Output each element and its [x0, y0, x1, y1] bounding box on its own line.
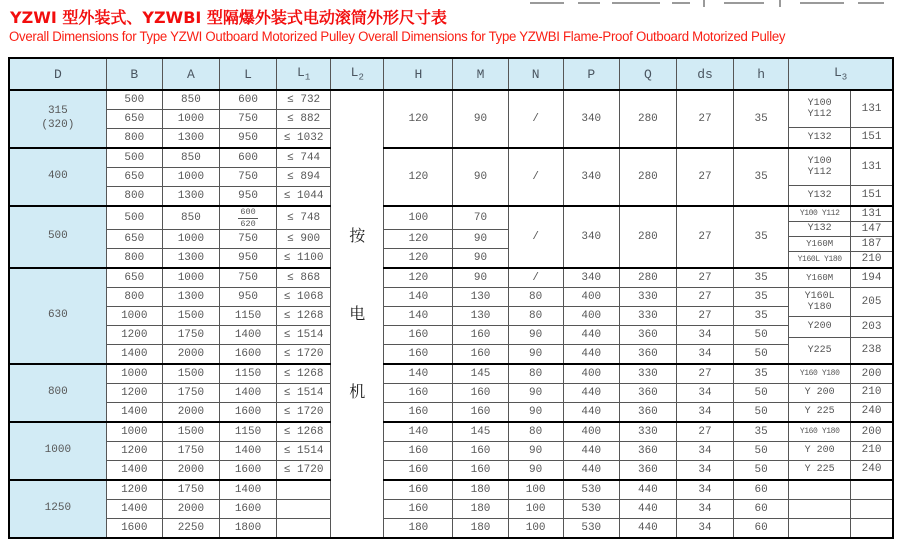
- c-630-4-b: 1400: [106, 345, 162, 365]
- col-L2: $L_2$: [331, 58, 384, 90]
- c-800-0-q: 330: [619, 364, 676, 384]
- c-1000-0-n: 80: [508, 422, 563, 442]
- c-630-2-l: 1150: [219, 307, 276, 326]
- c-630-1-l1: ≤ 1068: [277, 288, 331, 307]
- c-800-1-a: 1750: [162, 384, 219, 403]
- c-400-1-l: 750: [219, 168, 276, 187]
- c-630-2-hh: 35: [734, 307, 789, 326]
- c-315-2-l1: ≤ 1032: [277, 129, 331, 149]
- c-500-1-m: 90: [453, 230, 508, 249]
- c-1250-1-a: 2000: [162, 500, 219, 519]
- c-1250-0-q: 440: [619, 480, 676, 500]
- col-h: h: [734, 58, 789, 90]
- c-800-1-m: 160: [453, 384, 508, 403]
- c-1250-0-h: 160: [384, 480, 453, 500]
- c-315-1-l: 750: [219, 110, 276, 129]
- c-800-0-b: 1000: [106, 364, 162, 384]
- c-500-0-l: $\frac{600}{620}$: [219, 206, 276, 230]
- c-800-1-h: 160: [384, 384, 453, 403]
- c-630-3-ds: 34: [676, 326, 733, 345]
- c-315-ds: 27: [676, 90, 733, 148]
- c-800-2-hh: 50: [734, 403, 789, 423]
- c-630-2-b: 1000: [106, 307, 162, 326]
- c-1000-2-a: 2000: [162, 461, 219, 481]
- c-400-2-b: 800: [106, 187, 162, 207]
- c-400-2-l: 950: [219, 187, 276, 207]
- c-1000-1-l1: ≤ 1514: [277, 442, 331, 461]
- c-1000-0-ds: 27: [676, 422, 733, 442]
- c-1000-0-b: 1000: [106, 422, 162, 442]
- col-D: D: [9, 58, 106, 90]
- c-315-0-l1: ≤ 732: [277, 90, 331, 110]
- c-800-0-l1: ≤ 1268: [277, 364, 331, 384]
- c-630-2-h: 140: [384, 307, 453, 326]
- c-1000-2-m: 160: [453, 461, 508, 481]
- d-500: 500: [9, 206, 106, 268]
- col-H: H: [384, 58, 453, 90]
- c-1000-1-h: 160: [384, 442, 453, 461]
- c-630-0-l: 750: [219, 268, 276, 288]
- c-1000-1-hh: 50: [734, 442, 789, 461]
- c-800-0-n: 80: [508, 364, 563, 384]
- c-630-4-m: 160: [453, 345, 508, 365]
- c-800-2-q: 360: [619, 403, 676, 423]
- c-800-1-b: 1200: [106, 384, 162, 403]
- table-row: [9, 206, 893, 230]
- page-title: YZWI 型外装式、YZWBI 型隔爆外装式电动滚筒外形尺寸表: [10, 8, 447, 27]
- c-800-2-m: 160: [453, 403, 508, 423]
- c-1000-1-m: 160: [453, 442, 508, 461]
- c-1250-1-l: 1600: [219, 500, 276, 519]
- c-630-3-m: 160: [453, 326, 508, 345]
- table-row: [9, 345, 893, 365]
- table-row: [9, 461, 893, 481]
- c-400-2-a: 1300: [162, 187, 219, 207]
- d-1250: 1250: [9, 480, 106, 538]
- c-500-1-b: 650: [106, 230, 162, 249]
- c-400-0-l1: ≤ 744: [277, 148, 331, 168]
- c-630-2-a: 1500: [162, 307, 219, 326]
- c-315-0-b: 500: [106, 90, 162, 110]
- c-630-3-a: 1750: [162, 326, 219, 345]
- c-500-1-a: 1000: [162, 230, 219, 249]
- l3-630: Y160M 194 Y160L Y180 205 Y200 203 Y225 238: [789, 268, 893, 364]
- c-400-0-b: 500: [106, 148, 162, 168]
- c-1000-0-h: 140: [384, 422, 453, 442]
- c-400-1-l1: ≤ 894: [277, 168, 331, 187]
- c-630-0-a: 1000: [162, 268, 219, 288]
- c-630-4-ds: 34: [676, 345, 733, 365]
- c-800-0-hh: 35: [734, 364, 789, 384]
- table-row: [9, 268, 893, 288]
- d-630: 630: [9, 268, 106, 364]
- table-row: [9, 288, 893, 307]
- c-1000-2-b: 1400: [106, 461, 162, 481]
- c-1000-0-hh: 35: [734, 422, 789, 442]
- c-1000-0-m: 145: [453, 422, 508, 442]
- c-800-1-ds: 34: [676, 384, 733, 403]
- c-630-4-l1: ≤ 1720: [277, 345, 331, 365]
- c-500-2-m: 90: [453, 249, 508, 269]
- d-400: 400: [9, 148, 106, 206]
- c-1000-0-p: 400: [563, 422, 619, 442]
- d-1000: 1000: [9, 422, 106, 480]
- c-400-n: /: [508, 148, 563, 206]
- c-630-2-p: 400: [563, 307, 619, 326]
- c-1250-1-hh: 60: [734, 500, 789, 519]
- c-315-0-l: 600: [219, 90, 276, 110]
- c-1000-1-ds: 34: [676, 442, 733, 461]
- c-315-p: 340: [563, 90, 619, 148]
- c-1250-2-b: 1600: [106, 519, 162, 539]
- c-800-0-ds: 27: [676, 364, 733, 384]
- l3-500: Y100 Y112 131 Y132 147 Y160M 187 Y160L Y180 210: [789, 206, 893, 268]
- c-800-0-a: 1500: [162, 364, 219, 384]
- c-1250-2-ds: 34: [676, 519, 733, 539]
- c-800-0-m: 145: [453, 364, 508, 384]
- c-1250-2-m: 180: [453, 519, 508, 539]
- c-630-0-l1: ≤ 868: [277, 268, 331, 288]
- c-630-1-hh: 35: [734, 288, 789, 307]
- table-row: [9, 384, 893, 403]
- c-1250-0-ds: 34: [676, 480, 733, 500]
- c-630-2-m: 130: [453, 307, 508, 326]
- col-P: P: [563, 58, 619, 90]
- d-315: 315 (320): [9, 90, 106, 148]
- l3-400: Y100 Y112 131 Y132 151: [789, 148, 893, 206]
- c-315-h: 120: [384, 90, 453, 148]
- c-1000-0-a: 1500: [162, 422, 219, 442]
- c-630-4-n: 90: [508, 345, 563, 365]
- c-800-1-n: 90: [508, 384, 563, 403]
- c-630-2-n: 80: [508, 307, 563, 326]
- c-630-3-n: 90: [508, 326, 563, 345]
- c-500-0-m: 70: [453, 206, 508, 230]
- c-500-0-h: 100: [384, 206, 453, 230]
- c-800-0-p: 400: [563, 364, 619, 384]
- col-Q: Q: [619, 58, 676, 90]
- c-630-4-p: 440: [563, 345, 619, 365]
- c-630-3-h: 160: [384, 326, 453, 345]
- c-1000-0-l1: ≤ 1268: [277, 422, 331, 442]
- c-630-1-m: 130: [453, 288, 508, 307]
- c-1250-0-n: 100: [508, 480, 563, 500]
- table-header: [9, 58, 893, 90]
- c-400-q: 280: [619, 148, 676, 206]
- c-400-m: 90: [453, 148, 508, 206]
- c-800-0-l: 1150: [219, 364, 276, 384]
- c-500-0-l1: ≤ 748: [277, 206, 331, 230]
- c-315-hh: 35: [734, 90, 789, 148]
- c-500-1-h: 120: [384, 230, 453, 249]
- c-800-2-l1: ≤ 1720: [277, 403, 331, 423]
- table-row: [9, 422, 893, 442]
- c-315-2-a: 1300: [162, 129, 219, 149]
- c-800-2-l: 1600: [219, 403, 276, 423]
- c-1000-2-l: 1600: [219, 461, 276, 481]
- c-1250-0-m: 180: [453, 480, 508, 500]
- c-500-q: 280: [619, 206, 676, 268]
- c-1000-2-p: 440: [563, 461, 619, 481]
- table-row: [9, 307, 893, 326]
- c-630-4-h: 160: [384, 345, 453, 365]
- col-L: L: [219, 58, 276, 90]
- c-1250-2-h: 180: [384, 519, 453, 539]
- table-row: [9, 500, 893, 519]
- c-1250-1-q: 440: [619, 500, 676, 519]
- c-630-1-p: 400: [563, 288, 619, 307]
- col-M: M: [453, 58, 508, 90]
- c-630-0-p: 340: [563, 268, 619, 288]
- c-315-q: 280: [619, 90, 676, 148]
- c-400-p: 340: [563, 148, 619, 206]
- table-row: [9, 480, 893, 500]
- c-315-2-b: 800: [106, 129, 162, 149]
- table-row: [9, 326, 893, 345]
- c-630-0-b: 650: [106, 268, 162, 288]
- c-800-2-b: 1400: [106, 403, 162, 423]
- col-B: B: [106, 58, 162, 90]
- c-630-3-l: 1400: [219, 326, 276, 345]
- table-row: [9, 519, 893, 539]
- c-1250-2-n: 100: [508, 519, 563, 539]
- c-500-p: 340: [563, 206, 619, 268]
- table-row: [9, 442, 893, 461]
- c-400-1-b: 650: [106, 168, 162, 187]
- c-1000-1-n: 90: [508, 442, 563, 461]
- c-315-1-a: 1000: [162, 110, 219, 129]
- c-500-2-l1: ≤ 1100: [277, 249, 331, 269]
- c-630-3-p: 440: [563, 326, 619, 345]
- c-630-0-h: 120: [384, 268, 453, 288]
- c-630-4-l: 1600: [219, 345, 276, 365]
- c-1000-0-l: 1150: [219, 422, 276, 442]
- c-800-2-ds: 34: [676, 403, 733, 423]
- c-630-2-ds: 27: [676, 307, 733, 326]
- c-630-0-hh: 35: [734, 268, 789, 288]
- c-400-ds: 27: [676, 148, 733, 206]
- c-630-1-b: 800: [106, 288, 162, 307]
- c-1250-1-p: 530: [563, 500, 619, 519]
- c-400-h: 120: [384, 148, 453, 206]
- c-1250-0-l: 1400: [219, 480, 276, 500]
- c-1000-1-l: 1400: [219, 442, 276, 461]
- c-1250-0-l1: [277, 480, 331, 500]
- c-400-hh: 35: [734, 148, 789, 206]
- c-1000-2-hh: 50: [734, 461, 789, 481]
- c-1000-0-q: 330: [619, 422, 676, 442]
- l3-1000: Y160 Y180 200 Y 200 210 Y 225 240: [789, 422, 893, 480]
- c-1250-1-b: 1400: [106, 500, 162, 519]
- c-630-3-q: 360: [619, 326, 676, 345]
- c-630-0-ds: 27: [676, 268, 733, 288]
- c-1250-2-l1: [277, 519, 331, 539]
- c-800-1-q: 360: [619, 384, 676, 403]
- c-630-1-h: 140: [384, 288, 453, 307]
- c-800-2-h: 160: [384, 403, 453, 423]
- c-500-2-a: 1300: [162, 249, 219, 269]
- table-row: [9, 364, 893, 384]
- c-500-2-b: 800: [106, 249, 162, 269]
- c-630-0-q: 280: [619, 268, 676, 288]
- c-1250-0-hh: 60: [734, 480, 789, 500]
- c-1250-2-q: 440: [619, 519, 676, 539]
- c-800-1-l1: ≤ 1514: [277, 384, 331, 403]
- c-630-3-b: 1200: [106, 326, 162, 345]
- table-row: [9, 403, 893, 423]
- c-400-1-a: 1000: [162, 168, 219, 187]
- c-1250-0-a: 1750: [162, 480, 219, 500]
- c-400-2-l1: ≤ 1044: [277, 187, 331, 207]
- c-1000-1-q: 360: [619, 442, 676, 461]
- table-row: [9, 148, 893, 168]
- c-1250-2-hh: 60: [734, 519, 789, 539]
- c-630-1-q: 330: [619, 288, 676, 307]
- c-630-1-n: 80: [508, 288, 563, 307]
- c-315-m: 90: [453, 90, 508, 148]
- c-800-2-a: 2000: [162, 403, 219, 423]
- c-1000-2-n: 90: [508, 461, 563, 481]
- c-630-3-hh: 50: [734, 326, 789, 345]
- c-500-0-a: 850: [162, 206, 219, 230]
- c-500-ds: 27: [676, 206, 733, 268]
- c-1250-1-l1: [277, 500, 331, 519]
- c-800-1-l: 1400: [219, 384, 276, 403]
- c-800-1-p: 440: [563, 384, 619, 403]
- c-315-1-b: 650: [106, 110, 162, 129]
- l3-1250: [789, 480, 893, 538]
- c-630-1-l: 950: [219, 288, 276, 307]
- l3-315: Y100 Y112 131 Y132 151: [789, 90, 893, 148]
- col-L1: $L_1$: [277, 58, 331, 90]
- c-800-0-h: 140: [384, 364, 453, 384]
- d-800: 800: [9, 364, 106, 422]
- c-630-4-a: 2000: [162, 345, 219, 365]
- dimensions-table: [8, 57, 894, 539]
- c-630-0-n: /: [508, 268, 563, 288]
- c-500-2-l: 950: [219, 249, 276, 269]
- c-630-4-hh: 50: [734, 345, 789, 365]
- l2-per-motor-cell: 按 电 机: [331, 90, 384, 538]
- c-1250-2-a: 2250: [162, 519, 219, 539]
- col-A: A: [162, 58, 219, 90]
- c-315-2-l: 950: [219, 129, 276, 149]
- c-500-hh: 35: [734, 206, 789, 268]
- c-630-4-q: 360: [619, 345, 676, 365]
- c-1000-2-ds: 34: [676, 461, 733, 481]
- c-1250-2-l: 1800: [219, 519, 276, 539]
- c-315-n: /: [508, 90, 563, 148]
- c-500-0-b: 500: [106, 206, 162, 230]
- c-630-1-ds: 27: [676, 288, 733, 307]
- c-1250-0-b: 1200: [106, 480, 162, 500]
- col-L3: $L_3$: [789, 58, 893, 90]
- c-800-2-n: 90: [508, 403, 563, 423]
- c-1000-2-l1: ≤ 1720: [277, 461, 331, 481]
- c-1000-1-a: 1750: [162, 442, 219, 461]
- col-ds: ds: [676, 58, 733, 90]
- c-630-3-l1: ≤ 1514: [277, 326, 331, 345]
- c-1250-0-p: 530: [563, 480, 619, 500]
- c-315-0-a: 850: [162, 90, 219, 110]
- c-1250-2-p: 530: [563, 519, 619, 539]
- c-500-2-h: 120: [384, 249, 453, 269]
- c-500-n: /: [508, 206, 563, 268]
- c-630-0-m: 90: [453, 268, 508, 288]
- dimensions-table-wrap: [8, 57, 894, 539]
- table-row: [9, 90, 893, 110]
- c-800-1-hh: 50: [734, 384, 789, 403]
- l3-800: Y160 Y180 200 Y 200 210 Y 225 240: [789, 364, 893, 422]
- c-1250-1-h: 160: [384, 500, 453, 519]
- c-1250-1-m: 180: [453, 500, 508, 519]
- c-1000-1-p: 440: [563, 442, 619, 461]
- c-1250-1-n: 100: [508, 500, 563, 519]
- c-1000-1-b: 1200: [106, 442, 162, 461]
- c-400-0-l: 600: [219, 148, 276, 168]
- col-N: N: [508, 58, 563, 90]
- c-630-1-a: 1300: [162, 288, 219, 307]
- page-subtitle: Overall Dimensions for Type YZWI Outboard Motorized Pulley Overall Dimensions for Type YZWBI Flame-Proof Outboard Motorized Pulley: [9, 29, 786, 44]
- c-500-1-l: 750: [219, 230, 276, 249]
- c-1250-1-ds: 34: [676, 500, 733, 519]
- c-630-2-q: 330: [619, 307, 676, 326]
- c-800-2-p: 440: [563, 403, 619, 423]
- c-1000-2-h: 160: [384, 461, 453, 481]
- c-1000-2-q: 360: [619, 461, 676, 481]
- c-500-1-l1: ≤ 900: [277, 230, 331, 249]
- c-630-2-l1: ≤ 1268: [277, 307, 331, 326]
- c-315-1-l1: ≤ 882: [277, 110, 331, 129]
- c-400-0-a: 850: [162, 148, 219, 168]
